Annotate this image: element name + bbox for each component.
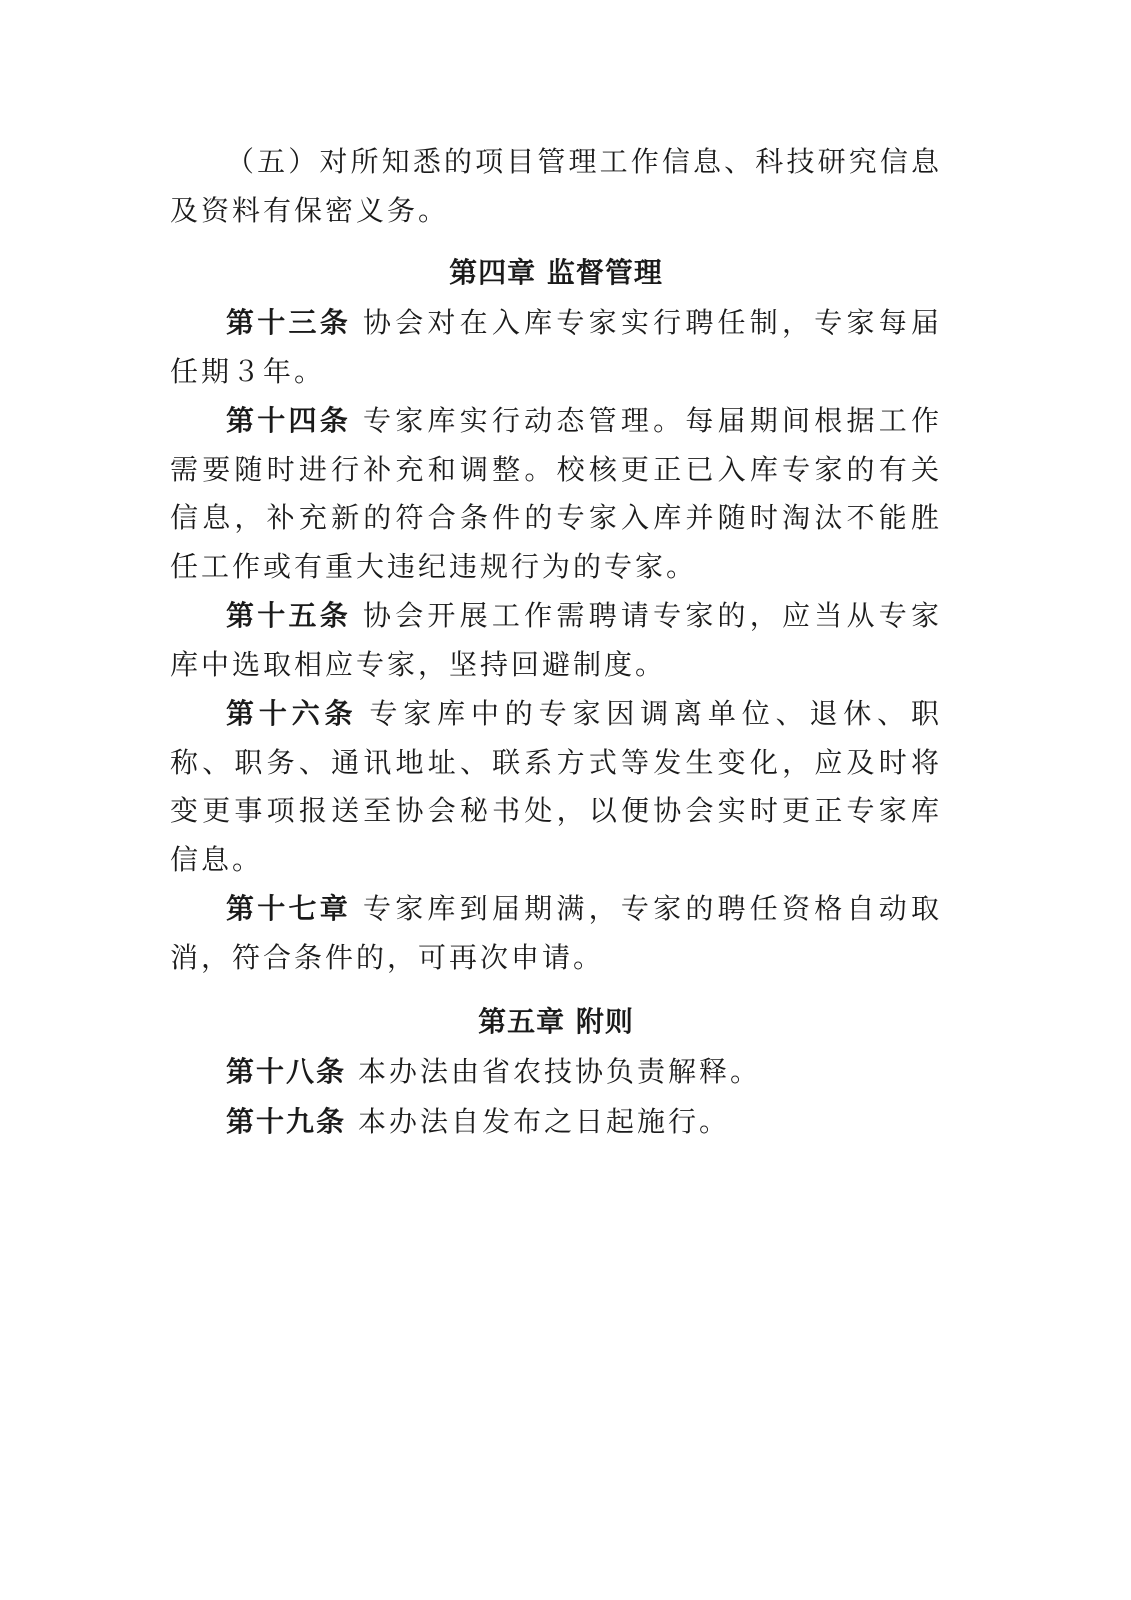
article-14-text: 专家库实行动态管理。每届期间根据工作需要随时进行补充和调整。校核更正已入库专家的有关信息，补充新的符合条件的专家入库并随时淘汰不能胜任工作或有重大违纪违规行为的专家。 bbox=[170, 404, 942, 583]
chapter-5-title: 第五章 附则 bbox=[478, 1005, 634, 1038]
article-16-text: 专家库中的专家因调离单位、退休、职称、职务、通讯地址、联系方式等发生变化，应及时将变更事项报送至协会秘书处，以便协会实时更正专家库信息。 bbox=[170, 697, 942, 876]
article-19-label: 第十九条 bbox=[226, 1104, 347, 1138]
article-14-label: 第十四条 bbox=[226, 404, 351, 437]
article-16-label: 第十六条 bbox=[226, 697, 358, 730]
article-19 bbox=[170, 1098, 942, 1147]
article-15 bbox=[170, 592, 942, 689]
article-18-label: 第十八条 bbox=[226, 1055, 347, 1088]
article-17 bbox=[170, 885, 942, 982]
item-5-paragraph bbox=[170, 138, 942, 235]
chapter-4-title: 第四章 监督管理 bbox=[449, 256, 663, 289]
document-body bbox=[170, 138, 942, 1147]
item-5-text: （五）对所知悉的项目管理工作信息、科技研究信息及资料有保密义务。 bbox=[170, 145, 942, 227]
article-19-text: 本办法自发布之日起施行。 bbox=[358, 1104, 731, 1138]
article-13-label: 第十三条 bbox=[226, 306, 351, 339]
article-15-text: 协会开展工作需聘请专家的，应当从专家库中选取相应专家，坚持回避制度。 bbox=[170, 599, 942, 681]
article-13-text: 协会对在入库专家实行聘任制，专家每届任期３年。 bbox=[170, 306, 942, 388]
article-13 bbox=[170, 299, 942, 396]
article-15-label: 第十五条 bbox=[226, 599, 351, 632]
article-18 bbox=[170, 1048, 942, 1097]
article-16 bbox=[170, 690, 942, 884]
article-18-text: 本办法由省农技协负责解释。 bbox=[358, 1055, 762, 1088]
article-17-text: 专家库到届期满，专家的聘任资格自动取消，符合条件的，可再次申请。 bbox=[170, 892, 942, 974]
article-14 bbox=[170, 397, 942, 591]
article-17-label: 第十七章 bbox=[226, 892, 351, 925]
